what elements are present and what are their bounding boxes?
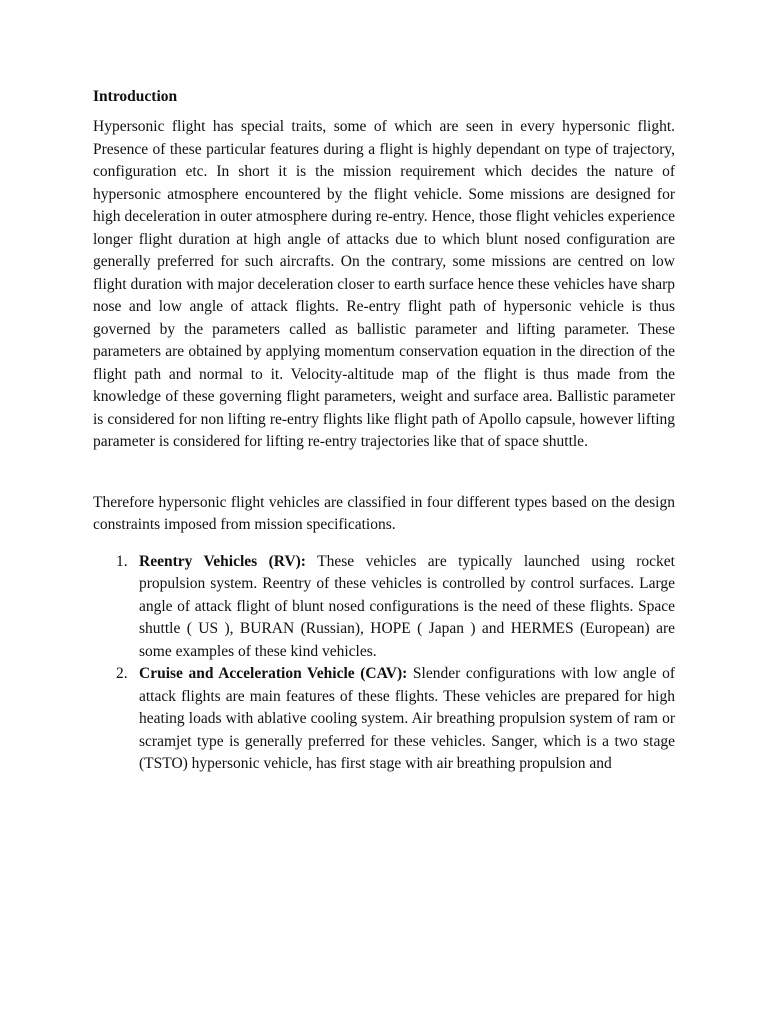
- list-item-term: Cruise and Acceleration Vehicle (CAV):: [139, 665, 408, 682]
- list-item-number: 2.: [116, 665, 128, 682]
- vehicle-type-list: [93, 551, 675, 776]
- section-heading: Introduction: [93, 88, 178, 105]
- list-item: [93, 663, 675, 776]
- classification-paragraph: Therefore hypersonic flight vehicles are classified in four different types based on the design constraints imposed from mission specifications.: [93, 493, 675, 533]
- intro-paragraph: Hypersonic flight has special traits, some of which are seen in every hypersonic flight. Presence of these particular features during a flight is highly dependant on type of trajectory, configuration etc. In short it is the mission requirement which decides the nature of hypersonic atmosphere encountered by the flight vehicle. Some missions are designed for high deceleration in outer atmosphere during re-entry. Hence, those flight vehicles experience longer flight duration at high angle of attacks due to which blunt nosed configuration are generally preferred for such aircrafts. On the contrary, some missions are centred on low flight duration with major deceleration closer to earth surface hence these vehicles have sharp nose and low angle of attack flights. Re-entry flight path of hypersonic vehicle is thus governed by the parameters called as ballistic parameter and lifting parameter. These parameters are obtained by applying momentum conservation equation in the direction of the flight path and normal to it. Velocity-altitude map of the flight is thus made from the knowledge of these governing flight parameters, weight and surface area. Ballistic parameter is considered for non lifting re-entry flights like flight path of Apollo capsule, however lifting parameter is considered for lifting re-entry trajectories like that of space shuttle.: [93, 118, 675, 450]
- list-item-text: These vehicles are typically launched using rocket propulsion system. Reentry of these vehicles is controlled by control surfaces. Large angle of attack flight of blunt nosed configurations is the need of these flights. Space shuttle ( US ), BURAN (Russian), HOPE ( Japan ) and HERMES (European) are some examples of these kind vehicles.: [139, 552, 675, 660]
- list-item: [93, 551, 675, 664]
- list-item-text: Slender configurations with low angle of attack flights are main features of these flights. These vehicles are prepared for high heating loads with ablative cooling system. Air breathing propulsion system of ram or scramjet type is generally preferred for these vehicles. Sanger, which is a two stage (TSTO) hypersonic vehicle, has first stage with air breathing propulsion and: [139, 665, 675, 772]
- document-page: [93, 86, 675, 776]
- list-item-number: 1.: [116, 552, 128, 570]
- list-item-term: Reentry Vehicles (RV):: [139, 552, 306, 570]
